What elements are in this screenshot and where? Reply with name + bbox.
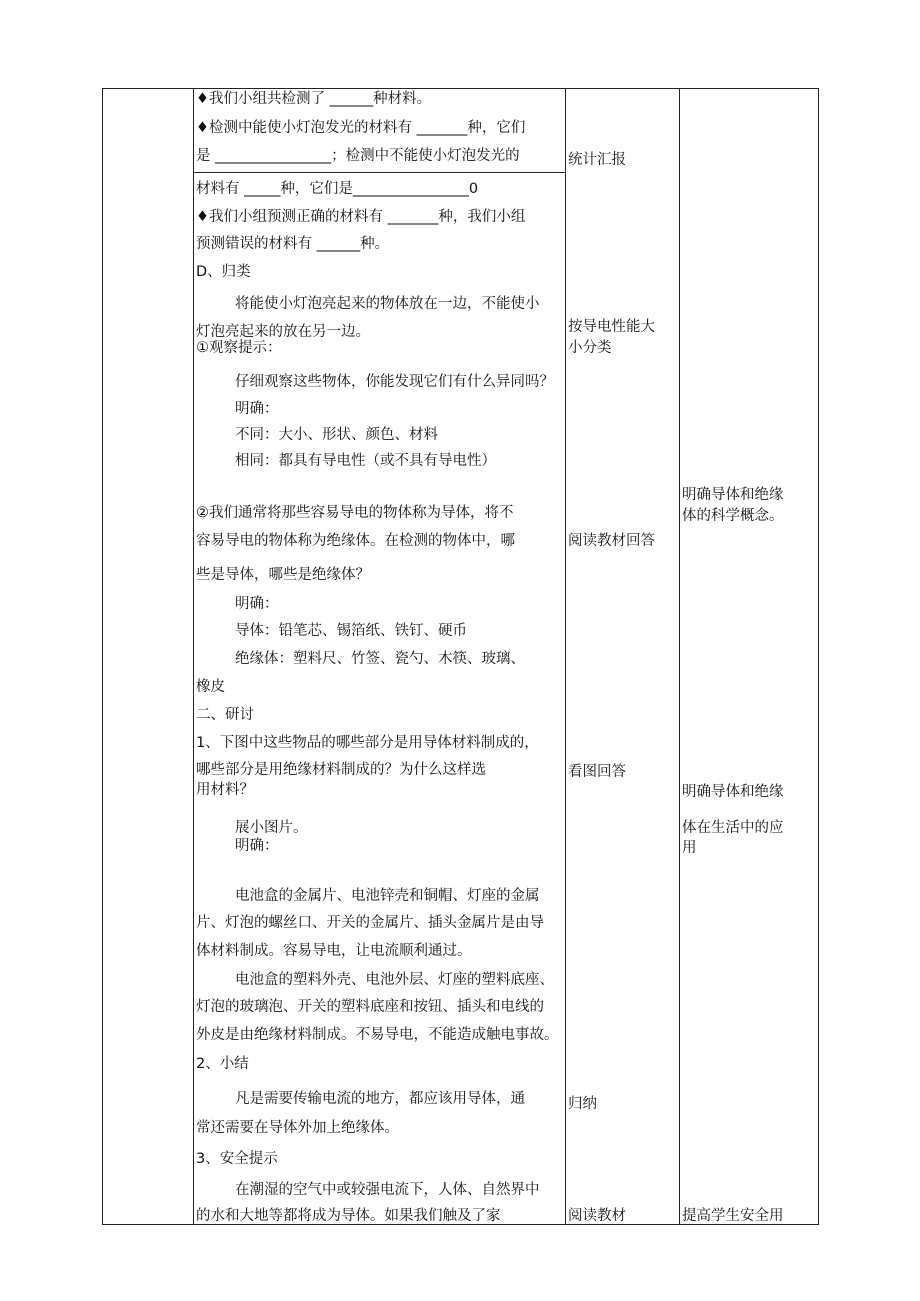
text-line: 展小图片。 — [235, 820, 308, 836]
text-line: 电池盒的金属片、电池锌壳和铜帽、灯座的金属 — [235, 888, 540, 904]
activity-label: 归纳 — [568, 1096, 597, 1112]
section-heading: 二、研讨 — [196, 707, 254, 723]
text-line: 材料有 _____种，它们是________________0 — [196, 181, 479, 197]
text-line: 在潮湿的空气中或较强电流下，人体、自然界中 — [235, 1182, 540, 1198]
text-line: 明确： — [235, 838, 279, 854]
text-line: ②我们通常将那些容易导电的物体称为导体，将不 — [196, 505, 514, 521]
text-line: 些是导体，哪些是绝缘体？ — [196, 567, 370, 583]
text-line: 是 ________________；检测中不能使小灯泡发光的 — [196, 148, 520, 164]
text-line: 电池盒的塑料外壳、电池外层、灯座的塑料底座、 — [235, 972, 554, 988]
text-line: 灯泡的玻璃泡、开关的塑料底座和按钮、插头和电线的 — [196, 999, 544, 1015]
column-border-2 — [193, 88, 194, 1225]
intent-label: 明确导体和绝缘 — [682, 784, 784, 800]
text-line: 体材料制成。容易导电，让电流顺利通过。 — [196, 943, 472, 959]
text-line: ①观察提示： — [196, 340, 282, 356]
text-line: 导体：铅笔芯、锡箔纸、铁钉、硬币 — [235, 623, 467, 639]
activity-label: 看图回答 — [568, 764, 626, 780]
text-line: 容易导电的物体称为绝缘体。在检测的物体中，哪 — [196, 533, 515, 549]
column-border-3 — [565, 88, 566, 1225]
intent-label: 体的科学概念。 — [682, 508, 784, 524]
text-line: ♦我们小组共检测了 ______种材料。 — [196, 91, 432, 107]
text-line: 相同：都具有导电性（或不具有导电性） — [235, 453, 496, 469]
text-line: 预测错误的材料有 ______种。 — [196, 236, 390, 252]
column-border-1 — [102, 88, 103, 1225]
text-line: 明确： — [235, 596, 279, 612]
text-line: ♦检测中能使小灯泡发光的材料有 _______种，它们 — [196, 120, 526, 136]
text-line: 哪些部分是用绝缘材料制成的？为什么这样选 — [196, 762, 486, 778]
cell-divider — [193, 172, 565, 173]
intent-label: 用 — [682, 840, 697, 856]
text-line: 橡皮 — [196, 679, 225, 695]
text-line: 常还需要在导体外加上绝缘体。 — [196, 1120, 399, 1136]
section-heading: D、归类 — [196, 264, 251, 280]
text-line: 外皮是由绝缘材料制成。不易导电，不能造成触电事故。 — [196, 1027, 559, 1043]
text-line: 明确： — [235, 401, 279, 417]
activity-label: 阅读教材 — [568, 1208, 626, 1224]
text-line: 仔细观察这些物体，你能发现它们有什么异同吗？ — [235, 374, 554, 390]
column-border-4 — [679, 88, 680, 1225]
activity-label: 统计汇报 — [568, 152, 626, 168]
intent-label: 明确导体和绝缘 — [682, 487, 784, 503]
text-line: 绝缘体：塑料尺、竹签、瓷勺、木筷、玻璃、 — [235, 651, 525, 667]
section-heading: 2、小结 — [196, 1056, 249, 1072]
text-line: 1、下图中这些物品的哪些部分是用导体材料制成的， — [196, 735, 539, 751]
activity-label: 阅读教材回答 — [568, 533, 655, 549]
intent-label: 提高学生安全用 — [682, 1208, 784, 1224]
activity-label: 小分类 — [568, 340, 612, 356]
text-line: 不同：大小、形状、颜色、材料 — [235, 427, 438, 443]
text-line: 片、灯泡的螺丝口、开关的金属片、插头金属片是由导 — [196, 915, 544, 931]
text-line: 凡是需要传输电流的地方，都应该用导体，通 — [235, 1091, 525, 1107]
text-line: 的水和大地等都将成为导体。如果我们触及了家 — [196, 1208, 501, 1224]
section-heading: 3、安全提示 — [196, 1151, 278, 1167]
text-line: 将能使小灯泡亮起来的物体放在一边，不能使小 — [235, 296, 540, 312]
text-line: ♦我们小组预测正确的材料有 _______种，我们小组 — [196, 209, 526, 225]
intent-label: 体在生活中的应 — [682, 820, 784, 836]
text-line: 灯泡亮起来的放在另一边。 — [196, 324, 370, 340]
column-border-5 — [818, 88, 819, 1225]
activity-label: 按导电性能大 — [568, 319, 655, 335]
text-line: 用材料？ — [196, 782, 254, 798]
